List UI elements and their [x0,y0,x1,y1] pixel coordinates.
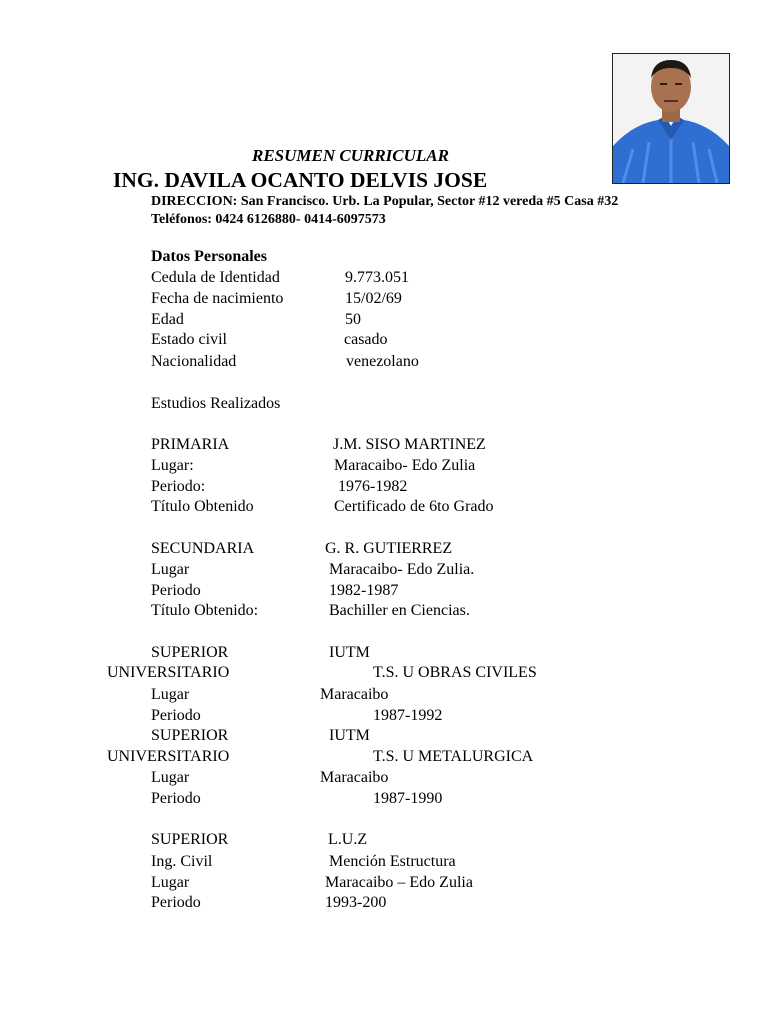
study-value: Maracaibo – Edo Zulia [325,874,473,891]
profile-photo [612,53,730,184]
section-title: RESUMEN CURRICULAR [252,146,449,165]
study-value: Bachiller en Ciencias. [329,602,470,619]
personal-value: casado [344,331,388,348]
study-label: Periodo [151,790,201,807]
study-school: L.U.Z [328,831,368,848]
personal-heading: Datos Personales [151,248,267,265]
study-value: 1976-1982 [338,478,408,495]
study-school: IUTM [329,727,370,744]
study-value: 1982-1987 [329,582,399,599]
study-school: J.M. SISO MARTINEZ [333,436,486,453]
personal-value: venezolano [346,353,419,370]
study-value: Maracaibo- Edo Zulia. [329,561,475,578]
study-label: Periodo [151,894,201,911]
study-level: SUPERIOR [151,831,229,848]
studies-heading: Estudios Realizados [151,395,281,412]
study-value: Maracaibo- Edo Zulia [334,457,476,474]
study-label: Lugar [151,769,190,786]
personal-label: Fecha de nacimiento [151,290,284,307]
phones-line: Teléfonos: 0424 6126880- 0414-6097573 [151,212,386,227]
study-label: Ing. Civil [151,853,213,870]
study-level: UNIVERSITARIO [107,664,230,681]
study-level: UNIVERSITARIO [107,748,230,765]
study-level: PRIMARIA [151,436,230,453]
portrait-photo-icon [613,54,729,183]
study-label: Lugar [151,874,190,891]
study-value: Maracaibo [320,769,389,786]
personal-value: 15/02/69 [345,290,402,307]
study-value: 1993-200 [325,894,387,911]
study-school: G. R. GUTIERREZ [325,540,453,557]
study-level: SUPERIOR [151,644,229,661]
study-value: Certificado de 6to Grado [334,498,494,515]
study-level: SECUNDARIA [151,540,255,557]
study-label: Lugar [151,686,190,703]
candidate-name: ING. DAVILA OCANTO DELVIS JOSE [113,168,488,192]
study-value: Maracaibo [320,686,389,703]
study-career: T.S. U METALURGICA [373,748,534,765]
study-school: IUTM [329,644,370,661]
personal-value: 50 [345,311,361,328]
study-label: Periodo [151,582,201,599]
study-label: Periodo: [151,478,206,495]
study-value: 1987-1992 [373,707,443,724]
personal-label: Edad [151,311,184,328]
personal-value: 9.773.051 [345,269,409,286]
study-label: Título Obtenido [151,498,254,515]
study-label: Lugar [151,561,190,578]
study-level: SUPERIOR [151,727,229,744]
address-line: DIRECCION: San Francisco. Urb. La Popular, Sector #12 vereda #5 Casa #32 [151,194,619,209]
personal-label: Cedula de Identidad [151,269,280,286]
study-label: Título Obtenido: [151,602,259,619]
study-value: Mención Estructura [329,853,456,870]
study-label: Periodo [151,707,201,724]
study-value: 1987-1990 [373,790,443,807]
study-label: Lugar: [151,457,194,474]
personal-label: Nacionalidad [151,353,237,370]
personal-label: Estado civil [151,331,227,348]
study-career: T.S. U OBRAS CIVILES [373,664,537,681]
